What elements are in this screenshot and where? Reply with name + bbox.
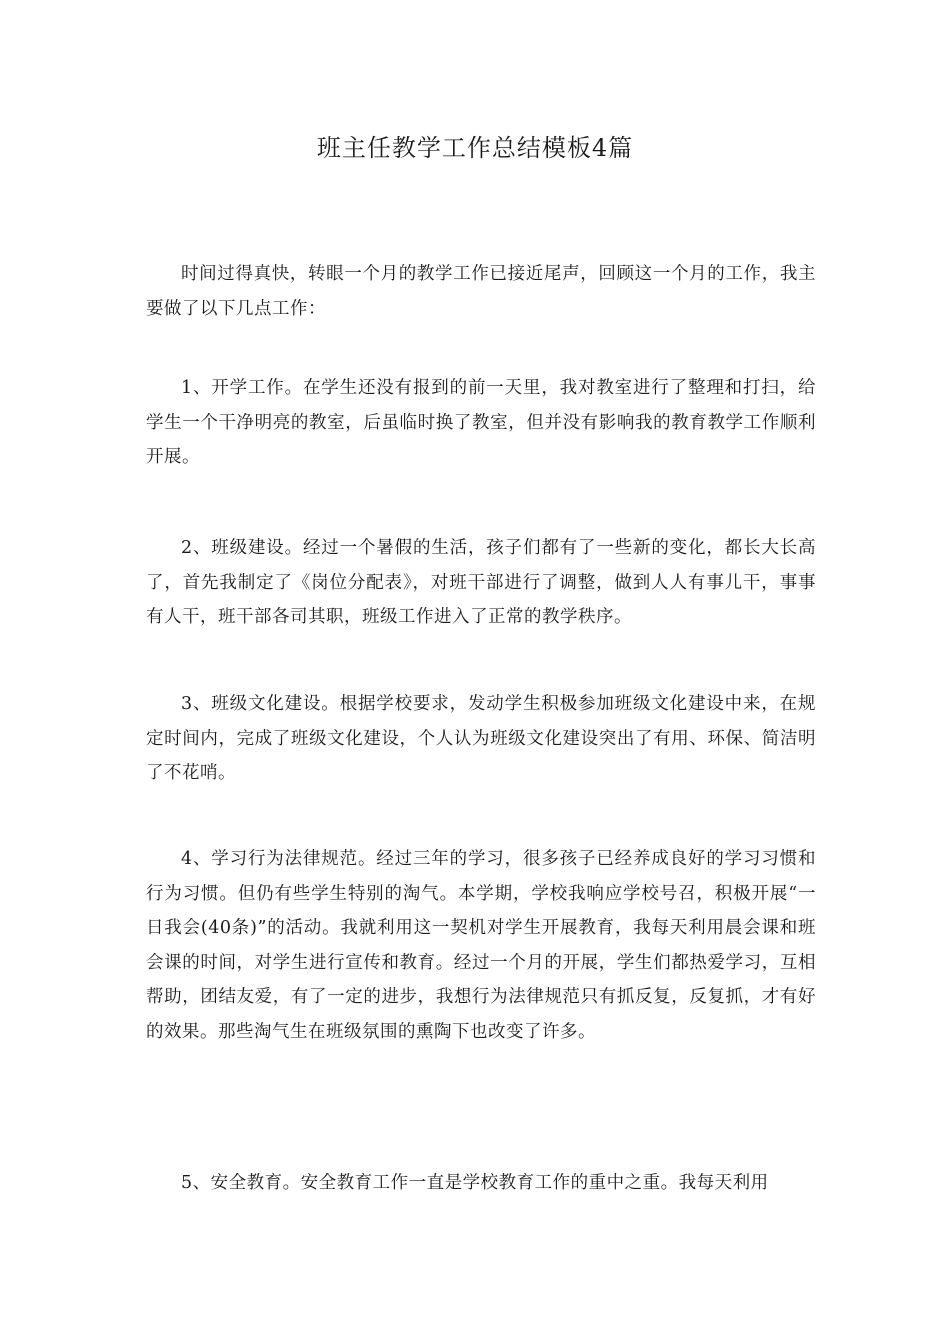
intro-paragraph: 时间过得真快，转眼一个月的教学工作已接近尾声，回顾这一个月的工作，我主要做了以下几点工作： — [146, 264, 816, 319]
paragraph-class-building: 2、班级建设。经过一个暑假的生活，孩子们都有了一些新的变化，都长大长高了，首先我制定了《岗位分配表》，对班干部进行了调整，做到人人有事儿干，事事有人干，班干部各司其职，班级工作进入了正常的教学秩序。 — [146, 538, 816, 627]
paragraph-safety-education: 5、安全教育。安全教育工作一直是学校教育工作的重中之重。我每天利用 — [181, 1173, 769, 1193]
document-title: 班主任教学工作总结模板4篇 — [316, 134, 634, 162]
paragraph-opening-work: 1、开学工作。在学生还没有报到的前一天里，我对教室进行了整理和打扫，给学生一个干净明亮的教室，后虽临时换了教室，但并没有影响我的教育教学工作顺利开展。 — [146, 378, 816, 467]
paragraph-class-culture: 3、班级文化建设。根据学校要求，发动学生积极参加班级文化建设中来，在规定时间内，完成了班级文化建设，个人认为班级文化建设突出了有用、环保、简洁明了不花哨。 — [146, 694, 816, 783]
paragraph-behavior-norms: 4、学习行为法律规范。经过三年的学习，很多孩子已经养成良好的学习习惯和行为习惯。但仍有些学生特别的淘气。本学期，学校我响应学校号召，积极开展“一日我会(40条)”的活动。我就利用这一契机对学生开展教育，我每天利用晨会课和班会课的时间，对学生进行宣传和教育。经过一个月的开展，学生们都热爱学习，互相帮助，团结友爱，有了一定的进步，我想行为法律规范只有抓反复，反复抓，才有好的效果。那些淘气生在班级氛围的熏陶下也改变了许多。 — [146, 849, 816, 1042]
